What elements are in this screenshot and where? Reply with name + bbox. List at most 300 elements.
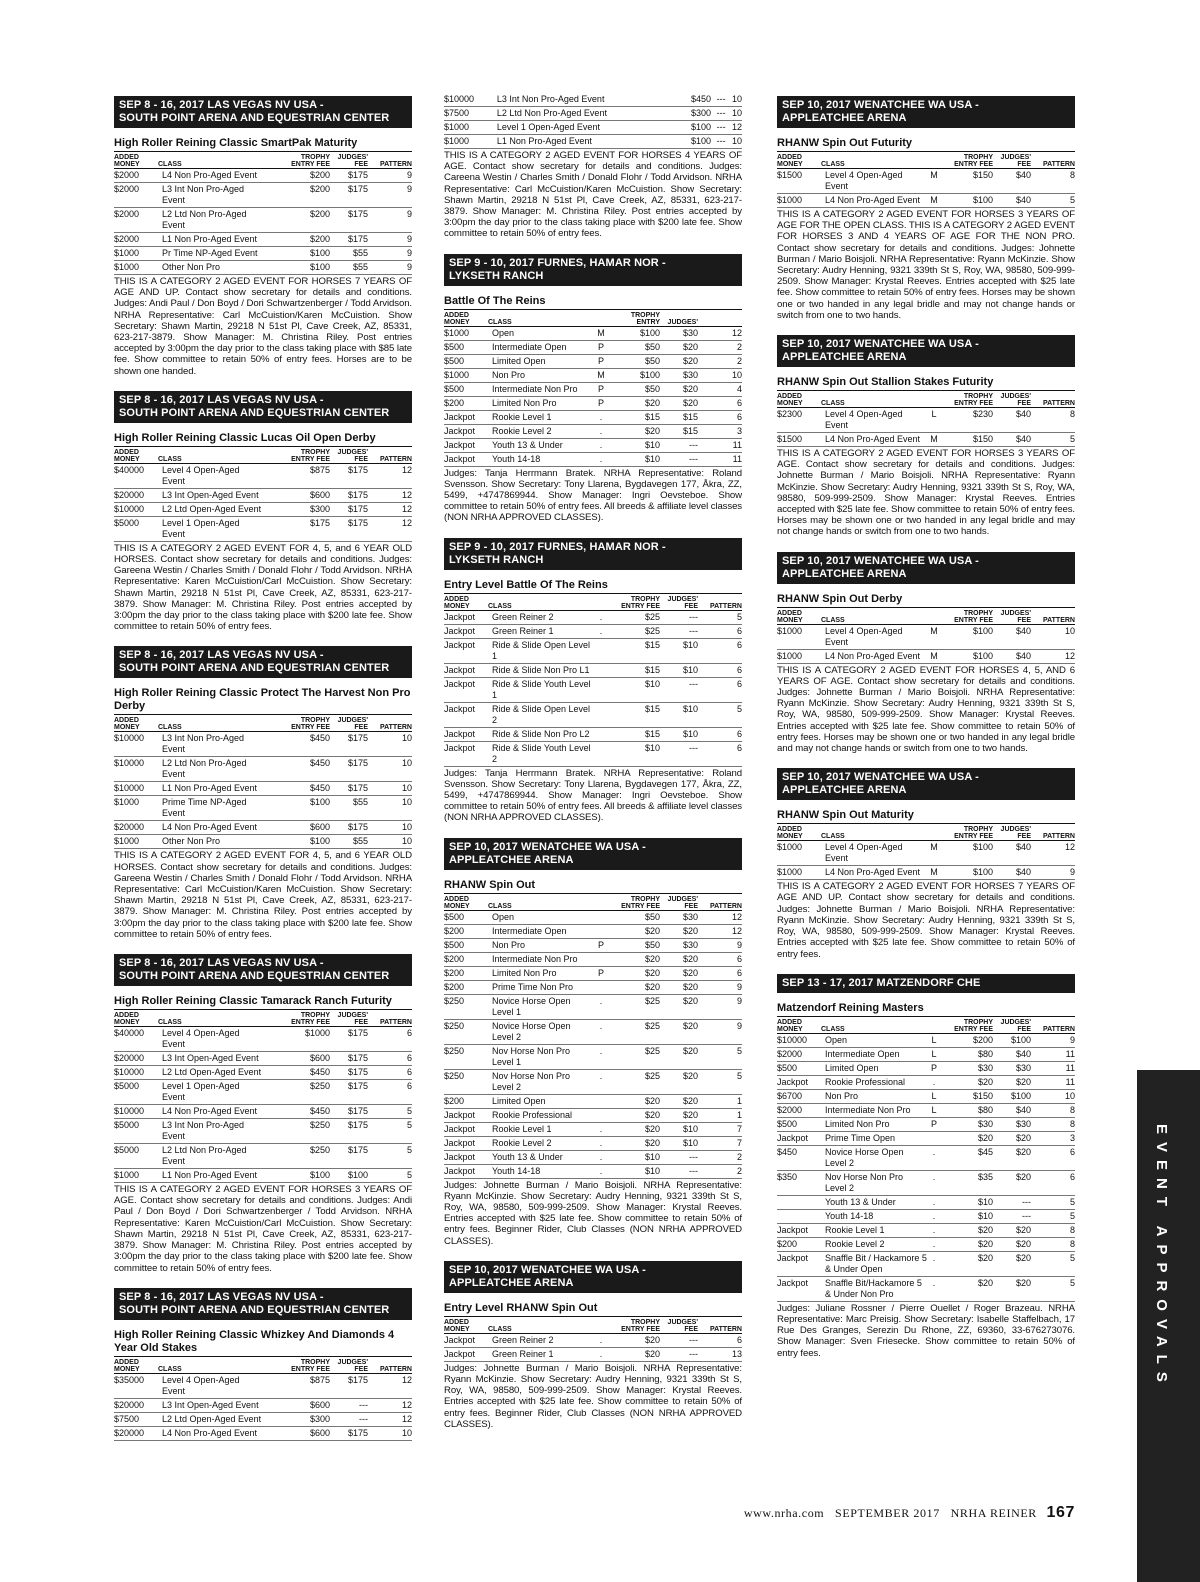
event-header	[114, 1288, 412, 1320]
event-section	[444, 838, 742, 1247]
column-header	[927, 608, 941, 625]
table-row	[114, 1119, 412, 1144]
table-cell: $100	[330, 1169, 368, 1183]
table-cell: Intermediate Open	[488, 924, 594, 938]
table-cell: 11	[698, 452, 742, 466]
table-cell: Youth 13 & Under	[488, 1150, 594, 1164]
table-cell: 5	[1031, 1209, 1075, 1223]
table-cell: L4 Non Pro-Aged Event	[158, 169, 264, 183]
table-cell: $175	[330, 732, 368, 757]
column-header	[927, 1017, 941, 1034]
table-cell: $175	[330, 1373, 368, 1398]
table-cell	[264, 1105, 278, 1119]
table-row	[444, 368, 742, 382]
table-cell: $100	[941, 841, 993, 866]
table-cell: $175	[330, 1144, 368, 1169]
table-cell: $10000	[114, 1066, 158, 1080]
table-cell: $100	[608, 368, 660, 382]
table-cell: L2 Ltd Non Pro-Aged Event	[158, 208, 264, 233]
table-cell: $1000	[278, 1027, 330, 1052]
table-cell: $30	[660, 326, 698, 340]
table-cell: $200	[444, 952, 488, 966]
table-cell: 5	[698, 702, 742, 727]
table-cell: 10	[726, 93, 742, 107]
table-row	[777, 1131, 1075, 1145]
table-cell: $250	[444, 1044, 488, 1069]
table-cell: $450	[278, 757, 330, 782]
event-title: High Roller Reining Classic SmartPak Maturity	[114, 137, 412, 152]
table-cell: Prime Time NP-Aged Event	[158, 796, 264, 821]
table-cell: 6	[698, 624, 742, 638]
table-row	[777, 1103, 1075, 1117]
table-cell: 3	[1031, 1131, 1075, 1145]
table-cell: Intermediate Non Pro	[488, 952, 594, 966]
table-cell: Rookie Level 1	[488, 410, 594, 424]
table-cell: $20	[660, 340, 698, 354]
table-cell: $300	[278, 1412, 330, 1426]
table-cell: $1000	[777, 866, 821, 880]
table-cell: 9	[1031, 1033, 1075, 1047]
table-cell: $20	[660, 1019, 698, 1044]
table-cell: 8	[1031, 1223, 1075, 1237]
table-cell: 12	[698, 326, 742, 340]
table-cell: Ride & Slide Open Level 1	[488, 638, 594, 663]
table-cell	[264, 796, 278, 821]
table-cell: L4 Non Pro-Aged Event	[821, 433, 927, 447]
table-cell: L4 Non Pro-Aged Event	[821, 866, 927, 880]
table-cell: Rookie Level 2	[821, 1237, 927, 1251]
column-header: TROPHY ENTRY	[608, 310, 660, 327]
event-title: Battle Of The Reins	[444, 295, 742, 310]
table-cell: 9	[698, 1019, 742, 1044]
table-cell: $300	[678, 107, 711, 121]
table-cell: Level 4 Open-Aged Event	[158, 1027, 264, 1052]
table-cell: $30	[941, 1061, 993, 1075]
table-cell: L2 Ltd Non Pro-Aged Event	[493, 107, 679, 121]
event-header-line: SEP 10, 2017 WENATCHEE WA USA -	[782, 554, 979, 567]
column-header: ADDED MONEY	[444, 310, 488, 327]
column-header: CLASS	[158, 715, 264, 732]
table-cell: $10000	[777, 1033, 821, 1047]
table-cell: P	[594, 382, 608, 396]
table-cell	[777, 1209, 821, 1223]
table-cell: Limited Non Pro	[488, 396, 594, 410]
table-row	[444, 107, 742, 121]
table-cell: Rookie Level 2	[488, 1136, 594, 1150]
table-cell	[264, 502, 278, 516]
event-header	[444, 1261, 742, 1293]
table-cell: $600	[278, 1426, 330, 1440]
table-cell: 5	[368, 1169, 412, 1183]
event-notes: THIS IS A CATEGORY 2 AGED EVENT FOR HORSES 4, 5, AND 6 YEARS OF AGE. Contact show secretary for details and conditions. Judges: Johnette Burman / Mario Boisjoli. NRHA Representative: Ryann McKinzie. Show Secretary: Audry Henning, 9321 339th St S, Roy, WA, 98580, 509-999-2509. Show Manager: Krystal Reeves. Entries accepted with $25 late fee. Show committee to retain 50% of entry fees. Horses may be shown one or two handed in any legal bridle and may not change hands or switch from one to two hands.	[777, 664, 1075, 755]
table-cell: $25	[608, 610, 660, 624]
column-header: TROPHY ENTRY FEE	[941, 152, 993, 169]
table-cell: L	[927, 408, 941, 433]
table-cell: $40	[993, 866, 1031, 880]
table-cell: Jackpot	[777, 1251, 821, 1276]
table-cell: 6	[368, 1080, 412, 1105]
table-cell	[264, 1373, 278, 1398]
table-cell: $10	[608, 1150, 660, 1164]
table-cell: $500	[777, 1061, 821, 1075]
column-header: CLASS	[488, 594, 594, 611]
table-cell: $40	[993, 194, 1031, 208]
table-cell	[594, 663, 608, 677]
column-header: ADDED MONEY	[114, 447, 158, 464]
table-cell: 10	[1031, 624, 1075, 649]
table-cell: $20000	[114, 1426, 158, 1440]
table-cell: .	[927, 1223, 941, 1237]
table-cell: Other Non Pro	[158, 261, 264, 275]
table-cell: $200	[444, 396, 488, 410]
event-header-line: SEP 10, 2017 WENATCHEE WA USA -	[782, 338, 979, 351]
table-cell: Rookie Level 1	[821, 1223, 927, 1237]
table-row	[444, 121, 742, 135]
table-cell: L3 Int Open-Aged Event	[158, 1398, 264, 1412]
table-row	[444, 1122, 742, 1136]
table-cell: $30	[660, 938, 698, 952]
table-row	[114, 1027, 412, 1052]
table-cell: $200	[278, 183, 330, 208]
table-cell: $500	[444, 938, 488, 952]
event-section	[444, 254, 742, 524]
table-cell: $10	[608, 1164, 660, 1178]
event-title: High Roller Reining Classic Whizkey And Diamonds 4 Year Old Stakes	[114, 1329, 412, 1357]
event-header	[114, 646, 412, 678]
event-section	[114, 1288, 412, 1441]
table-cell: $1500	[777, 433, 821, 447]
table-row	[444, 396, 742, 410]
class-table	[114, 152, 412, 275]
column-header: PATTERN	[368, 1357, 412, 1374]
table-cell: Youth 14-18	[488, 1164, 594, 1178]
table-cell: Limited Open	[488, 1094, 594, 1108]
table-row	[777, 649, 1075, 663]
table-cell: Jackpot	[444, 424, 488, 438]
table-cell: Level 4 Open-Aged Event	[821, 169, 927, 194]
table-cell: $20	[660, 396, 698, 410]
table-cell: ---	[711, 93, 726, 107]
table-row	[114, 502, 412, 516]
table-cell: ---	[660, 1164, 698, 1178]
table-cell: Youth 14-18	[821, 1209, 927, 1223]
table-cell: $5000	[114, 1119, 158, 1144]
table-cell: $20	[993, 1145, 1031, 1170]
event-notes: Judges: Tanja Herrmann Bratek. NRHA Representative: Roland Svensson. Show Secretary: Tony Llarena, Bygdavegen 177, Åkra, ZZ, 5499, +4747869944. Show Manager: Ingri Oevsteboe. Show committee to retain 50% of entry fees. All breeds & affiliate level classes (NON NRHA APPROVED CLASSES).	[444, 767, 742, 824]
table-cell: $20	[941, 1251, 993, 1276]
column-header: ADDED MONEY	[114, 715, 158, 732]
event-title: Entry Level RHANW Spin Out	[444, 1302, 742, 1317]
table-cell: 9	[368, 233, 412, 247]
table-cell: $20	[660, 980, 698, 994]
table-cell: $500	[444, 382, 488, 396]
table-header-row	[777, 824, 1075, 841]
event-header-line: SEP 10, 2017 WENATCHEE WA USA -	[449, 840, 646, 853]
table-cell: $20000	[114, 1398, 158, 1412]
column-header: CLASS	[158, 152, 264, 169]
column-header: CLASS	[821, 152, 927, 169]
table-cell	[264, 757, 278, 782]
table-cell: $80	[941, 1103, 993, 1117]
class-table	[444, 93, 742, 149]
table-cell: Intermediate Non Pro	[821, 1103, 927, 1117]
event-header	[777, 96, 1075, 128]
column-header: JUDGES' FEE	[993, 608, 1031, 625]
table-cell: L3 Int Open-Aged Event	[158, 1052, 264, 1066]
class-table	[114, 1010, 412, 1183]
event-notes: THIS IS A CATEGORY 2 AGED EVENT FOR HORSES 7 YEARS OF AGE AND UP. Contact show secretary for details and conditions. Judges: Johnette Burman / Mario Boisjoli. NRHA Representative: Ryann McKinzie. Show Secretary: Audry Henning, 9321 339th St S, Roy, WA, 98580, 509-999-2509. Show Manager: Krystal Reeves. Entries accepted with $25 late fee. Show committee to retain 50% of entry fees.	[777, 881, 1075, 960]
table-cell: Rookie Level 2	[488, 424, 594, 438]
column-header	[264, 447, 278, 464]
event-section	[114, 646, 412, 940]
table-cell: $230	[941, 408, 993, 433]
table-cell: $20	[608, 952, 660, 966]
table-cell: $20	[608, 396, 660, 410]
table-cell: $2000	[777, 1047, 821, 1061]
table-cell: 6	[368, 1066, 412, 1080]
table-cell: $10000	[444, 93, 493, 107]
table-row	[444, 924, 742, 938]
event-title: High Roller Reining Classic Protect The Harvest Non Pro Derby	[114, 687, 412, 715]
table-cell: Level 4 Open-Aged Event	[821, 841, 927, 866]
table-cell: $20000	[114, 821, 158, 835]
table-cell: 11	[1031, 1047, 1075, 1061]
event-header-line: SEP 8 - 16, 2017 LAS VEGAS NV USA -	[119, 393, 324, 406]
table-cell: Level 4 Open-Aged Event	[821, 408, 927, 433]
table-cell: $50	[608, 382, 660, 396]
table-cell: M	[927, 624, 941, 649]
table-cell: Jackpot	[444, 1150, 488, 1164]
column-header: PATTERN	[1031, 391, 1075, 408]
table-cell: L1 Non Pro-Aged Event	[493, 135, 679, 149]
column-header: CLASS	[488, 310, 594, 327]
table-cell: $10	[608, 452, 660, 466]
table-cell: L2 Ltd Open-Aged Event	[158, 502, 264, 516]
table-cell: $175	[330, 169, 368, 183]
table-cell: Limited Non Pro	[821, 1117, 927, 1131]
table-cell: $1000	[114, 796, 158, 821]
table-cell: Jackpot	[444, 677, 488, 702]
column-header: PATTERN	[1031, 152, 1075, 169]
column-header: PATTERN	[1031, 608, 1075, 625]
table-cell: $20	[608, 966, 660, 980]
table-row	[777, 1061, 1075, 1075]
table-cell: $20	[608, 1094, 660, 1108]
table-cell: $175	[330, 757, 368, 782]
table-row	[777, 866, 1075, 880]
table-row	[114, 835, 412, 849]
table-cell: L	[927, 1033, 941, 1047]
table-cell	[264, 208, 278, 233]
table-cell: $250	[278, 1119, 330, 1144]
column-header: CLASS	[821, 1017, 927, 1034]
table-cell: $100	[678, 121, 711, 135]
table-cell: $20	[608, 980, 660, 994]
table-cell: Youth 13 & Under	[488, 438, 594, 452]
table-cell: $100	[278, 247, 330, 261]
table-cell: Prime Time Open	[821, 1131, 927, 1145]
table-header-row	[444, 594, 742, 611]
event-section	[777, 552, 1075, 755]
column-header: JUDGES' FEE	[330, 1357, 368, 1374]
column-header: ADDED MONEY	[444, 894, 488, 911]
column-header	[927, 824, 941, 841]
table-cell: Novice Horse Open Level 2	[821, 1145, 927, 1170]
table-cell: $100	[941, 624, 993, 649]
table-row	[444, 340, 742, 354]
table-cell: 9	[698, 980, 742, 994]
table-cell: ---	[660, 1333, 698, 1347]
table-row	[114, 488, 412, 502]
table-cell: $15	[608, 638, 660, 663]
event-title: RHANW Spin Out	[444, 879, 742, 894]
event-section	[114, 954, 412, 1274]
table-cell: $10000	[114, 502, 158, 516]
table-cell: ---	[330, 1412, 368, 1426]
table-cell: $20	[608, 1122, 660, 1136]
page-number: 167	[1046, 1504, 1075, 1521]
column-header: CLASS	[158, 1357, 264, 1374]
event-header-line: SOUTH POINT ARENA AND EQUESTRIAN CENTER	[119, 406, 390, 419]
column-header: CLASS	[488, 1317, 594, 1334]
table-cell: $200	[278, 169, 330, 183]
table-cell: 10	[368, 732, 412, 757]
column-header: CLASS	[821, 608, 927, 625]
table-cell: $40	[993, 169, 1031, 194]
table-cell: $20	[608, 1347, 660, 1361]
table-cell: Jackpot	[444, 610, 488, 624]
table-cell	[594, 677, 608, 702]
table-cell	[264, 1027, 278, 1052]
table-cell: ---	[711, 107, 726, 121]
table-row	[444, 382, 742, 396]
table-row	[114, 247, 412, 261]
table-cell: L1 Non Pro-Aged Event	[158, 1169, 264, 1183]
table-cell: 12	[368, 1398, 412, 1412]
column-header: ADDED MONEY	[777, 152, 821, 169]
table-cell: $175	[330, 1052, 368, 1066]
column-header: TROPHY ENTRY FEE	[278, 152, 330, 169]
table-cell	[264, 1398, 278, 1412]
column-header: PATTERN	[698, 1317, 742, 1334]
table-cell: $15	[608, 663, 660, 677]
table-row	[444, 135, 742, 149]
table-cell: L4 Non Pro-Aged Event	[158, 1105, 264, 1119]
table-cell: Intermediate Open	[821, 1047, 927, 1061]
section-tab-label: EVENT APPROVALS	[1153, 1124, 1170, 1390]
table-row	[444, 1164, 742, 1178]
table-row	[444, 994, 742, 1019]
column-header: CLASS	[488, 894, 594, 911]
table-cell: Jackpot	[444, 702, 488, 727]
table-cell: Level 4 Open-Aged Event	[158, 463, 264, 488]
event-header	[114, 96, 412, 128]
table-cell: $20	[608, 1333, 660, 1347]
table-cell: .	[927, 1145, 941, 1170]
table-cell: M	[927, 841, 941, 866]
table-cell: $40	[993, 624, 1031, 649]
table-cell: $175	[330, 208, 368, 233]
table-cell	[264, 821, 278, 835]
table-cell: Jackpot	[777, 1276, 821, 1301]
event-notes: THIS IS A CATEGORY 2 AGED EVENT FOR HORSES 3 YEARS OF AGE. Contact show secretary for details and conditions. Judges: Andi Paul / Don Boyd / Dori Schwartzenberger / Todd Arvidson. NRHA Representative: Karen McCuistion/Carl McCuistion. Show Secretary: Shawn Martin, 29218 N 51st Pl, Cave Creek, AZ, 85331, 623-217-3879. Show Manager: M. Christina Riley. Post entries accepted by 3:00pm the day prior to the class taking place with $200 late fee. Show committee to retain 50% of entry fees.	[114, 1184, 412, 1274]
table-cell: $20	[660, 1108, 698, 1122]
table-cell: ---	[660, 1150, 698, 1164]
table-cell: $10	[608, 438, 660, 452]
table-cell: $1000	[444, 368, 488, 382]
table-row	[114, 1105, 412, 1119]
table-cell: $20	[608, 1108, 660, 1122]
table-row	[777, 1075, 1075, 1089]
table-cell: 6	[368, 1052, 412, 1066]
table-cell: $10	[660, 727, 698, 741]
event-header-line: SEP 13 - 17, 2017 MATZENDORF CHE	[782, 976, 981, 989]
table-cell: $50	[608, 354, 660, 368]
table-cell: $100	[941, 649, 993, 663]
table-cell: $6700	[777, 1089, 821, 1103]
table-cell: 5	[698, 1044, 742, 1069]
table-cell: ---	[660, 438, 698, 452]
table-cell	[264, 463, 278, 488]
table-header-row	[114, 447, 412, 464]
table-cell: $500	[444, 354, 488, 368]
table-cell: $15	[660, 410, 698, 424]
table-cell: 6	[698, 952, 742, 966]
table-cell: .	[594, 1069, 608, 1094]
table-cell: $1000	[114, 247, 158, 261]
table-cell: $20	[941, 1223, 993, 1237]
table-row	[444, 93, 742, 107]
column-header	[264, 1357, 278, 1374]
table-cell: $175	[330, 233, 368, 247]
event-title: RHANW Spin Out Futurity	[777, 137, 1075, 152]
table-cell: $40	[993, 841, 1031, 866]
table-cell: 10	[726, 135, 742, 149]
table-cell: ---	[330, 1398, 368, 1412]
table-cell: 12	[698, 924, 742, 938]
table-row	[114, 169, 412, 183]
table-cell: $100	[993, 1089, 1031, 1103]
table-row	[444, 424, 742, 438]
table-row	[777, 194, 1075, 208]
event-header-line: APPLEATCHEE ARENA	[782, 784, 907, 797]
table-cell: $200	[444, 966, 488, 980]
table-cell: P	[594, 938, 608, 952]
event-section	[777, 96, 1075, 321]
table-cell: 6	[698, 727, 742, 741]
table-row	[444, 1347, 742, 1361]
table-cell: Level 1 Open-Aged Event	[493, 121, 679, 135]
table-cell: Jackpot	[444, 1122, 488, 1136]
table-cell: Limited Non Pro	[488, 966, 594, 980]
table-row	[114, 1398, 412, 1412]
event-header-line: SEP 10, 2017 WENATCHEE WA USA -	[782, 99, 979, 111]
event-notes: Judges: Tanja Herrmann Bratek. NRHA Representative: Roland Svensson. Show Secretary: Tony Llarena, Bygdavegen 177, Åkra, ZZ, 5499, +4747869944. Show Manager: Ingri Oevsteboe. Show committee to retain 50% of entry fees. All breeds & affiliate level classes (NON NRHA APPROVED CLASSES).	[444, 467, 742, 524]
column-header: ADDED MONEY	[114, 152, 158, 169]
table-cell: $20	[660, 1044, 698, 1069]
table-cell: Level 4 Open-Aged Event	[158, 1373, 264, 1398]
table-cell: $250	[444, 1019, 488, 1044]
table-row	[444, 1019, 742, 1044]
column-header: JUDGES' FEE	[993, 152, 1031, 169]
table-cell	[264, 233, 278, 247]
table-cell: $10000	[114, 782, 158, 796]
event-notes: Judges: Juliane Rossner / Pierre Ouellet / Roger Brazeau. NRHA Representative: Marc Preisig. Show Secretary: Isabelle Staffelbach, 17 Rue Des Granges, Serezin Du Rhone, ZZ, 69360, 33-676273076. Show Manager: Sven Friesecke. Show committee to retain 50% of entry fees.	[777, 1302, 1075, 1359]
table-cell: L4 Non Pro-Aged Event	[821, 194, 927, 208]
table-cell: 12	[368, 488, 412, 502]
table-cell: $20	[660, 966, 698, 980]
table-cell: Open	[488, 326, 594, 340]
